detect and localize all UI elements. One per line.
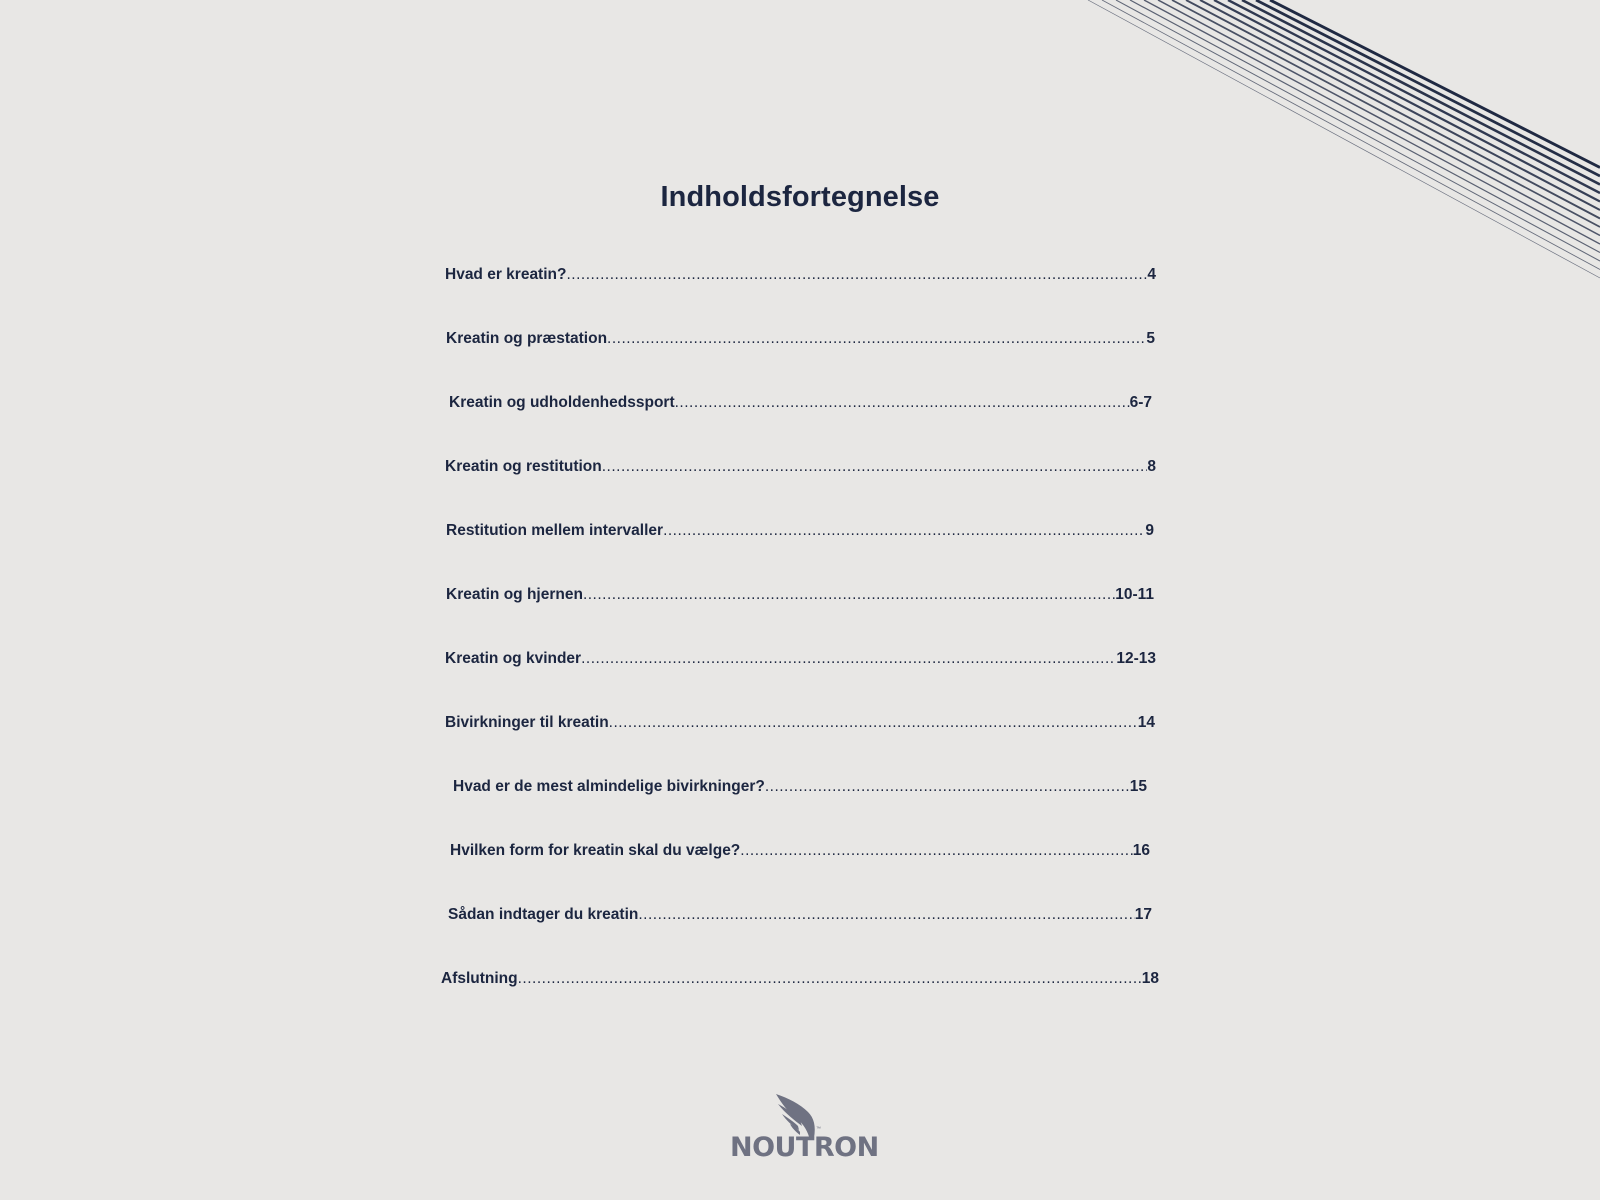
toc-leader-dots [602,458,1148,476]
toc-entry[interactable] [446,522,1154,540]
toc-entry[interactable] [445,650,1156,668]
toc-entry-label: Afslutning [441,970,518,987]
toc-leader-dots [638,906,1134,924]
toc-leader-dots [663,522,1145,540]
toc-entry[interactable] [446,330,1155,348]
toc-entry[interactable] [448,906,1152,924]
toc-entry[interactable] [450,842,1150,860]
toc-entry-page: 16 [1132,842,1150,859]
toc-entry-page: 14 [1137,714,1155,731]
toc-entry[interactable] [446,586,1154,604]
toc-leader-dots [609,714,1138,732]
toc-entry-page: 10-11 [1115,586,1154,603]
noutron-logo [730,1090,879,1170]
toc-entry-page: 9 [1145,522,1154,539]
toc-leader-dots [675,394,1130,412]
toc-entry-page: 17 [1134,906,1152,923]
toc-entry-label: Bivirkninger til kreatin [445,714,609,731]
logo-wordmark: NOUTRON [730,1132,879,1163]
toc-entry-label: Kreatin og udholdenhedssport [449,394,675,411]
toc-leader-dots [740,842,1132,860]
toc-entry-label: Restitution mellem intervaller [446,522,664,539]
toc-entry[interactable] [445,266,1156,284]
page-title: Indholdsfortegnelse [660,181,940,213]
toc-entry-label: Kreatin og præstation [446,330,608,347]
toc-entry[interactable] [445,458,1156,476]
toc-entry-label: Kreatin og restitution [445,458,602,475]
toc-entry-label: Hvilken form for kreatin skal du vælge? [450,842,741,859]
toc-entry-label: Kreatin og kvinder [445,650,582,667]
toc-leader-dots [518,970,1142,988]
toc-entry-label: Hvad er kreatin? [445,266,567,283]
trademark-symbol: ™ [816,1126,821,1132]
toc-entry[interactable] [441,970,1159,988]
toc-entry[interactable] [449,394,1152,412]
toc-entry-label: Kreatin og hjernen [446,586,583,603]
toc-entry-page: 18 [1141,970,1159,987]
toc-entry-page: 8 [1147,458,1156,475]
toc-entry[interactable] [445,714,1155,732]
toc-leader-dots [583,586,1115,604]
toc-leader-dots [566,266,1147,284]
toc-entry-page: 6-7 [1129,394,1152,411]
toc-entry-label: Hvad er de mest almindelige bivirkninger? [453,778,765,795]
toc-entry[interactable] [453,778,1147,796]
toc-entry-page: 5 [1146,330,1155,347]
toc-leader-dots [607,330,1146,348]
toc-entry-label: Sådan indtager du kreatin [448,906,639,923]
toc-leader-dots [765,778,1130,796]
toc-leader-dots [581,650,1116,668]
toc-entry-page: 15 [1129,778,1147,795]
toc-entry-page: 4 [1147,266,1156,283]
toc-entry-page: 12-13 [1116,650,1156,667]
